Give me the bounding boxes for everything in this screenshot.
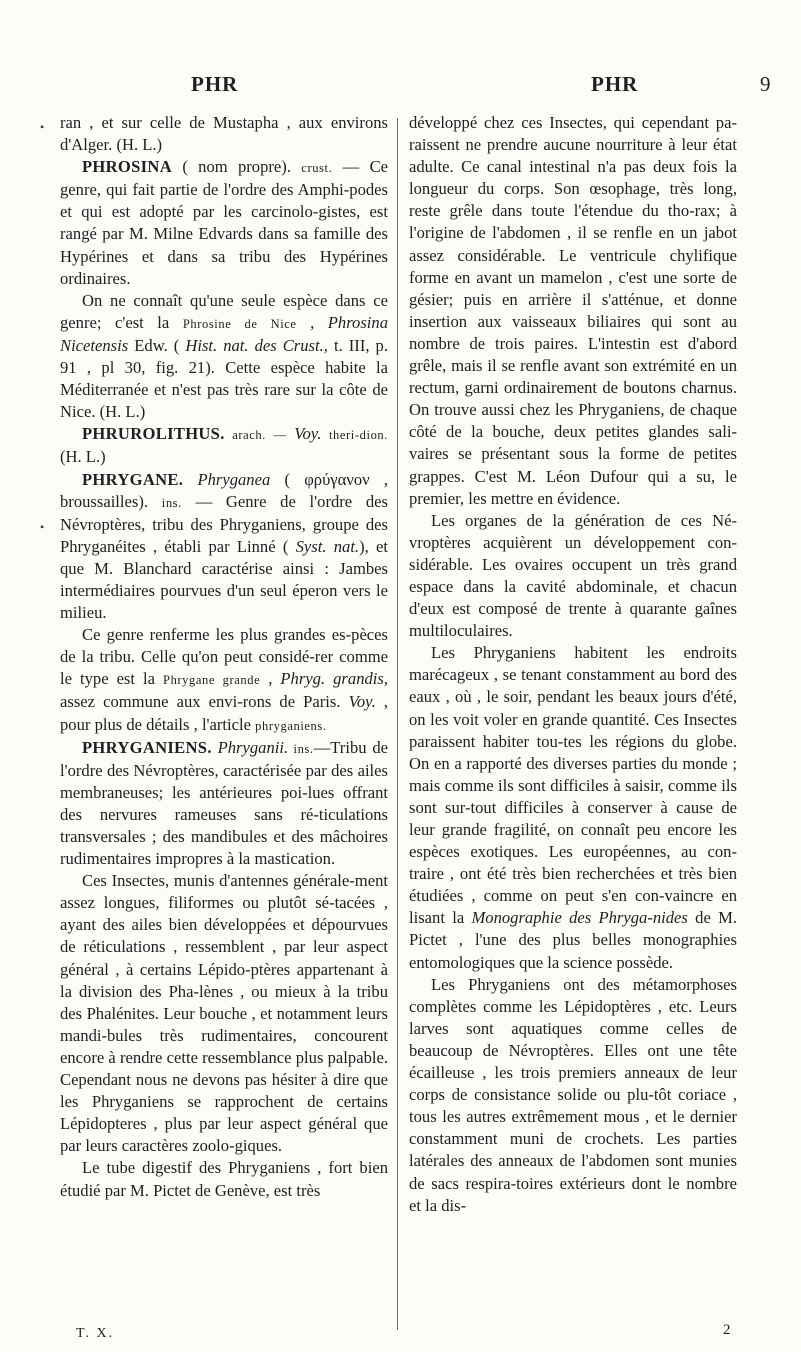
right-running-head: PHR bbox=[591, 72, 639, 96]
margin-dot: • bbox=[40, 520, 45, 534]
paragraph: Ce genre renferme les plus grandes es-pèces de la tribu. Celle qu'on peut considé-rer comme le type est la Phrygane grande , Phryg. grandis, assez commune aux envi-rons de Paris. Voy. , pour plus de détails , l'article phryganiens. bbox=[60, 625, 389, 734]
headword-phryganiens: PHRYGANIENS. bbox=[82, 737, 212, 757]
right-column bbox=[409, 112, 737, 1217]
volume-mark: T. X. bbox=[76, 1326, 115, 1341]
paragraph: développé chez ces Insectes, qui cependant pa-raissent ne prendre aucune nourriture à leur état adulte. Ce canal intestinal n'a pas deux fois la longueur du corps. Son œsophage, très long, reste grêle dans toute l'étendue du tho-rax; à l'origine de l'abdomen , il se renfle en un jabot assez considérable. Le ventricule chylifique forme en avant un mamelon , c'est une sorte de gésier; puis en arrière il s'atténue, et donne insertion aux vaisseaux biliaires qui sont au nombre de trois paires. L'intestin est d'abord grêle, mais il se renfle avant son extrémité en un rectum, garni ordinairement de boutons charnus. On trouve aussi chez les Phryganiens, de chaque côté de la bouche, deux petites glandes sali-vaires se présentant sous la forme de petites grappes. C'est M. Léon Dufour qui a su, le premier, les mettre en évidence. bbox=[409, 113, 737, 508]
column-divider bbox=[397, 118, 398, 1330]
headword-phrosina: PHROSINA bbox=[82, 157, 172, 177]
left-column bbox=[60, 112, 388, 1202]
paragraph: On ne connaît qu'une seule espèce dans ce genre; c'est la Phrosine de Nice , Phrosina Nicetensis Edw. ( Hist. nat. des Crust., t. III, p. 91 , pl 30, fig. 21). Cette espèce habite la Méditerranée et n'est pas très rare sur la côte de Nice. (H. L.) bbox=[60, 290, 388, 422]
paragraph: Ces Insectes, munis d'antennes générale-ment assez longues, filiformes ou plutôt sé-tacées , ayant des ailes bien développées et dépourvues de réticulations , ressemblent , par leur aspect général , à certains Lépido-ptères appartenant à la division des Pha-lènes , ou mieux à la tribu des Phalénites. Leur bouche , et notamment leurs mandi-bules très rudimentaires, concourent encore à rendre cette ressemblance plus palpable. Cependant nous ne devons pas hésiter à dire que les Phryganiens se rapprochent de certains Lépidopteres , plus par leur aspect général que par leurs caractères zoolo-giques. bbox=[60, 871, 388, 1156]
headword-phrygane: PHRYGANE. bbox=[82, 469, 184, 489]
entry-phrurolithus: PHRUROLITHUS. arach. — Voy. theri-dion. (H. L.) bbox=[60, 424, 388, 467]
entry-continuation: ran , et sur celle de Mustapha , aux environs d'Alger. (H. L.) bbox=[60, 113, 388, 155]
signature-mark: 2 bbox=[723, 1322, 731, 1338]
entry-phrosina: PHROSINA ( nom propre). crust. — Ce genre, qui fait partie de l'ordre des Amphi-podes et qui est adopté par les carcinolo-gistes, est rangé par M. Milne Edvards dans sa famille des Hypérines et dans sa tribu des Hypérines ordinaires. bbox=[60, 157, 388, 288]
entry-phrygane: PHRYGANE. Phryganea ( φρύγανον , broussailles). ins. — Genre de l'ordre des Névroptères, tribu des Phryganiens, groupe des Phryganéites , établi par Linné ( Syst. nat.), et que M. Blanchard caractérise ainsi : Jambes intermédiaires pourvues d'un seul éperon vers le milieu. bbox=[60, 469, 388, 623]
paragraph: Les Phryganiens ont des métamorphoses complètes comme les Lépidoptères , etc. Leurs larves sont aquatiques comme celles de beaucoup de Névroptères. Elles ont une tête écailleuse , les trois premiers anneaux de leur corps de consistance solide ou plu-tôt coriace , tous les autres extrêmement mous , et le dernier constamment muni de crochets. Les parties latérales des anneaux de l'abdomen sont munies de sacs respira-toires extérieurs dont le nombre et la dis- bbox=[409, 974, 737, 1215]
paragraph: Les Phryganiens habitent les endroits marécageux , se tenant constamment au bord des eaux , où , le soir, pendant les beaux jours d'été, on les voit voler en grande quantité. Ces Insectes paraissent habiter tou-tes les régions du globe. On en a rapporté des diverses parties du monde ; mais comme ils sont difficiles à saisir, comme ils sont sur-tout difficiles à conserver à cause de leur grande fragilité, on connaît peu encore les espèces exotiques. Les européennes, au con-traire , ont été très bien recherchées et très bien étudiées , comme on peut s'en con-vaincre en lisant la Monographie des Phryga-nides de M. Pictet , l'une des plus belles monographies entomologiques que la science possède. bbox=[409, 643, 737, 972]
paragraph: Les organes de la génération de ces Né-vroptères acquièrent un développement con-sidérable. Les ovaires occupent un très grand espace dans la cavité abdominale, et chacun d'eux est composé de trente à quarante gaînes multiloculaires. bbox=[409, 510, 737, 641]
left-running-head: PHR bbox=[191, 72, 239, 96]
paragraph: Le tube digestif des Phryganiens , fort bien étudié par M. Pictet de Genève, est très bbox=[60, 1158, 388, 1200]
page-number: 9 bbox=[760, 72, 772, 96]
entry-phryganiens: PHRYGANIENS. Phryganii. ins.—Tribu de l'ordre des Névroptères, caractérisée par des ailes membraneuses; les antérieures poi-lues offrant des nervures rameuses sans ré-ticulations transversales ; des mandibules et des mâchoires rudimentaires impropres à la mastication. bbox=[60, 737, 389, 869]
margin-dot: • bbox=[40, 120, 45, 134]
headword-phrurolithus: PHRUROLITHUS. bbox=[82, 424, 225, 444]
